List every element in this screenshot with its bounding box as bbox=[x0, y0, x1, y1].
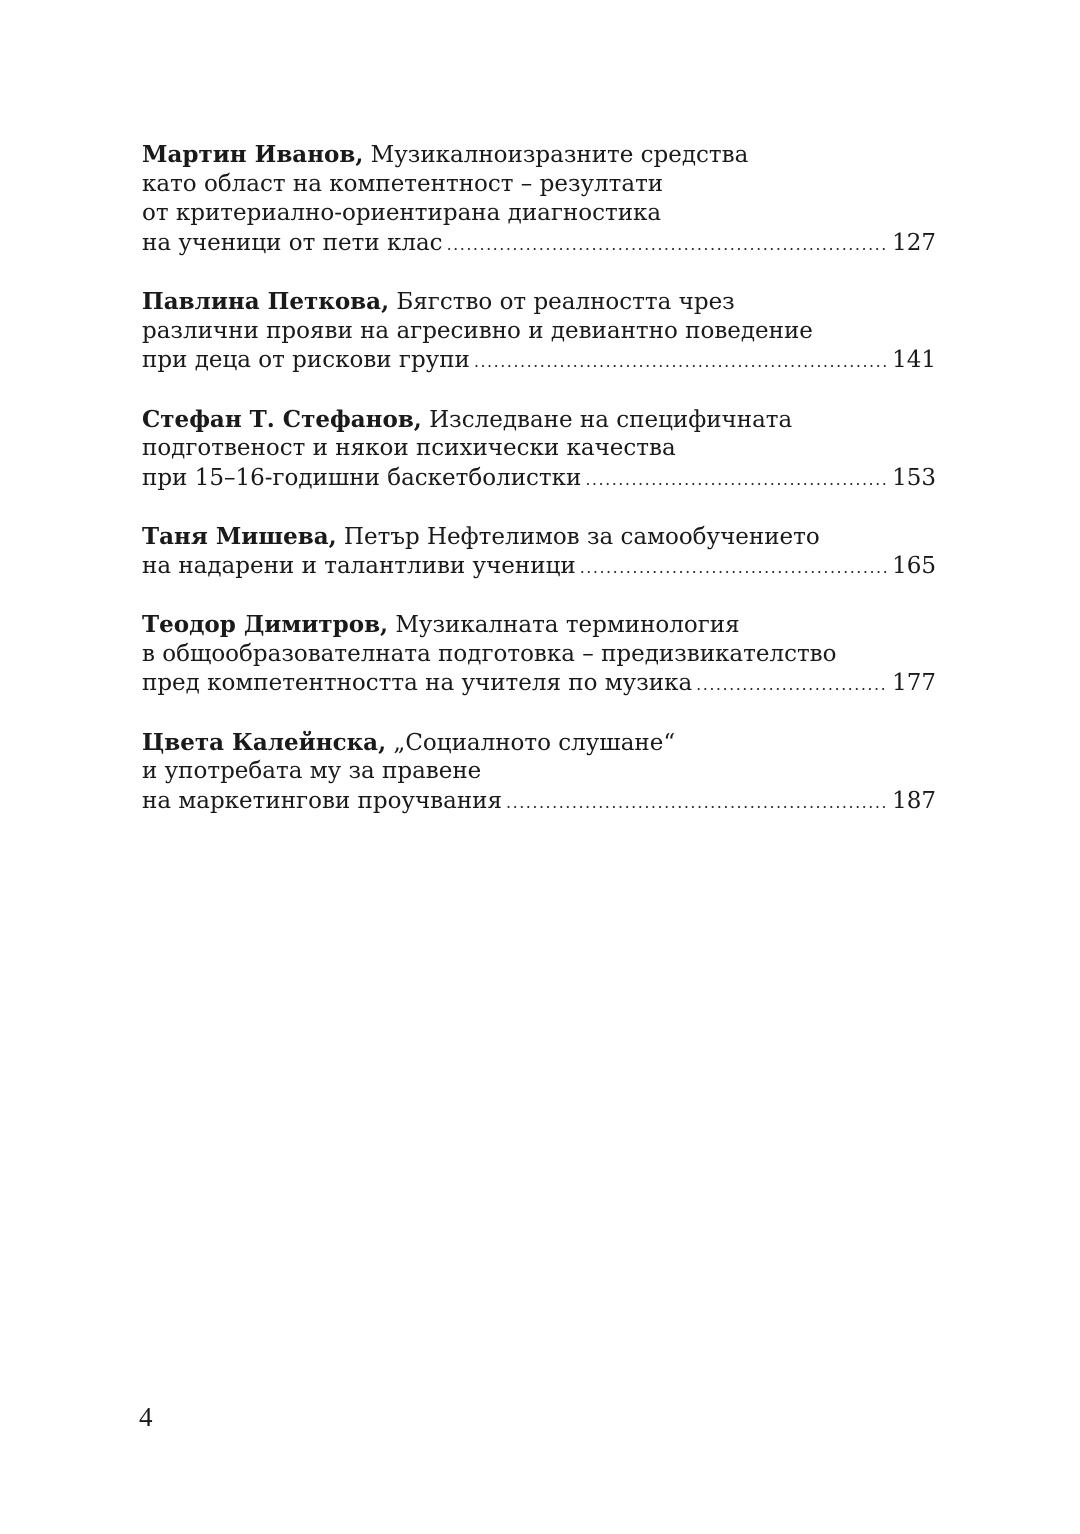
toc-entry-first-line bbox=[142, 287, 936, 317]
toc-title-end: при 15–16-годишни баскетболистки bbox=[142, 464, 582, 491]
toc-entry-first-line bbox=[142, 610, 936, 640]
toc-title-line: подготвеност и някои психически качества bbox=[142, 435, 676, 461]
toc-entry-last-line bbox=[142, 229, 936, 259]
toc-author: Таня Мишева, bbox=[142, 523, 337, 550]
toc-entry-first-line bbox=[142, 728, 936, 758]
toc-title-end: на ученици от пети клас bbox=[142, 229, 443, 256]
toc-page-number: 177 bbox=[892, 670, 936, 696]
toc-page-number: 165 bbox=[892, 552, 936, 579]
toc-author: Павлина Петкова, bbox=[142, 288, 390, 315]
dot-leader bbox=[580, 553, 888, 582]
toc-author: Теодор Димитров, bbox=[142, 611, 389, 638]
toc-title-end: на маркетингови проучвания bbox=[142, 787, 503, 814]
toc-entry-first-line bbox=[142, 140, 936, 170]
toc-page-number: 153 bbox=[892, 464, 936, 491]
table-of-contents bbox=[142, 140, 936, 845]
toc-title-start: Петър Нефтелимов за самообучението bbox=[336, 524, 820, 550]
toc-entry bbox=[142, 287, 936, 376]
toc-page-number: 141 bbox=[892, 347, 936, 373]
toc-page-number: 187 bbox=[892, 787, 936, 814]
toc-title-line: различни прояви на агресивно и девиантно поведение bbox=[142, 317, 813, 344]
toc-title-line: и употребата му за правене bbox=[142, 758, 482, 784]
toc-entry-last-line bbox=[142, 787, 936, 817]
toc-title-line: от критериално-ориентирана диагностика bbox=[142, 200, 662, 226]
dot-leader bbox=[474, 347, 888, 376]
toc-entry bbox=[142, 405, 936, 494]
page-number: 4 bbox=[139, 1402, 153, 1432]
toc-entry bbox=[142, 140, 936, 258]
toc-title-start: „Социалното слушане“ bbox=[386, 729, 676, 756]
toc-title-start: Музикалната терминология bbox=[388, 612, 740, 638]
toc-entry-last-line bbox=[142, 552, 936, 582]
toc-entry-last-line bbox=[142, 346, 936, 376]
toc-author: Мартин Иванов, bbox=[142, 141, 364, 168]
toc-author: Цвета Калейнска, bbox=[142, 728, 387, 756]
toc-entry bbox=[142, 610, 936, 699]
dot-leader bbox=[447, 230, 888, 259]
dot-leader bbox=[506, 788, 888, 817]
dot-leader bbox=[696, 670, 888, 699]
toc-title-end: на надарени и талантливи ученици bbox=[142, 552, 576, 579]
toc-entry-first-line bbox=[142, 405, 936, 435]
toc-page-number: 127 bbox=[892, 229, 936, 256]
toc-author: Стефан Т. Стефанов, bbox=[142, 405, 422, 433]
toc-entry bbox=[142, 522, 936, 581]
toc-title-end: пред компетентността на учителя по музика bbox=[142, 670, 693, 696]
toc-title-start: Музикалноизразните средства bbox=[363, 142, 749, 168]
toc-entry-last-line bbox=[142, 669, 936, 699]
dot-leader bbox=[585, 465, 888, 494]
toc-entry-last-line bbox=[142, 464, 936, 494]
toc-title-line: като област на компетентност – резултати bbox=[142, 170, 664, 197]
toc-title-line: в общообразователната подготовка – предизвикателство bbox=[142, 640, 837, 667]
toc-title-start: Изследване на специфичната bbox=[421, 406, 793, 433]
toc-title-end: при деца от рискови групи bbox=[142, 347, 470, 373]
toc-title-start: Бягство от реалността чрез bbox=[389, 289, 735, 315]
toc-entry bbox=[142, 728, 936, 817]
toc-entry-first-line bbox=[142, 522, 936, 552]
